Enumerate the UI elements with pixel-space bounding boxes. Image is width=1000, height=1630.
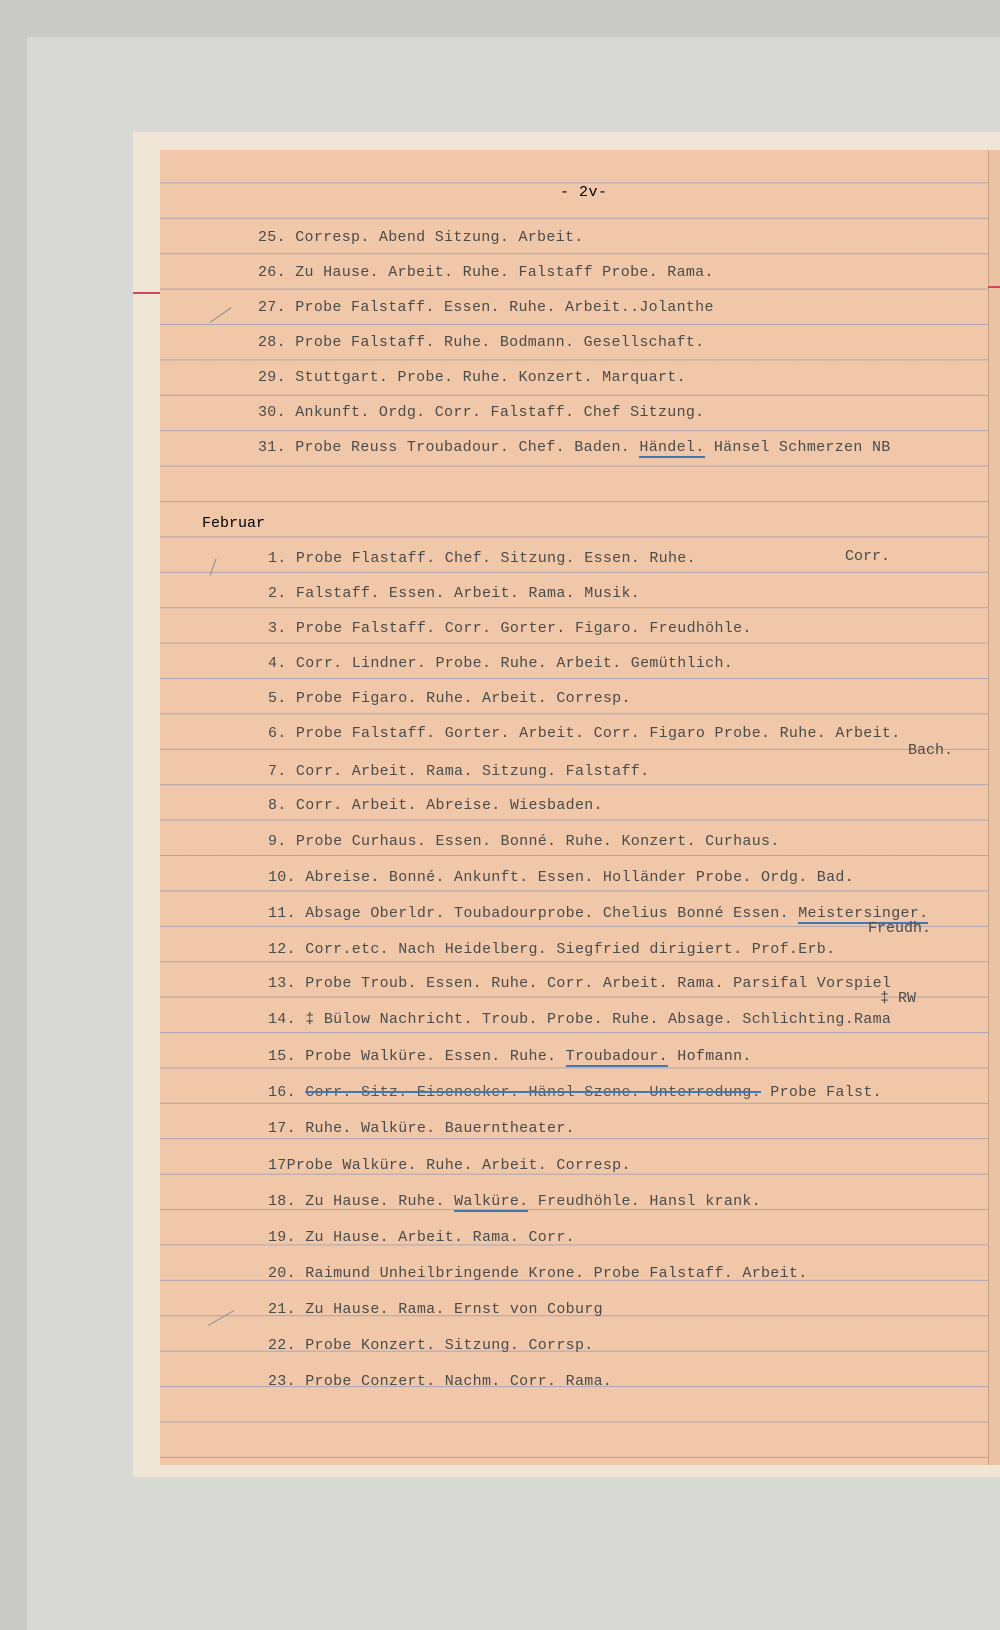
diary-entry: 11. Absage Oberldr. Toubadourprobe. Chelius Bonné Essen. Meistersinger. xyxy=(268,905,929,922)
diary-entry: 2. Falstaff. Essen. Arbeit. Rama. Musik. xyxy=(268,585,641,602)
diary-entry: 19. Zu Hause. Arbeit. Rama. Corr. xyxy=(268,1229,575,1246)
red-margin-mark-right xyxy=(988,286,1000,288)
page-number: - 2v- xyxy=(560,184,608,201)
diary-entry: 17. Ruhe. Walküre. Bauerntheater. xyxy=(268,1120,575,1137)
underlined-word: Troubadour. xyxy=(565,1048,668,1065)
diary-entry: 26. Zu Hause. Arbeit. Ruhe. Falstaff Probe. Rama. xyxy=(258,264,714,281)
diary-entry: 13. Probe Troub. Essen. Ruhe. Corr. Arbeit. Rama. Parsifal Vorspiel xyxy=(268,975,892,992)
diary-entry: 18. Zu Hause. Ruhe. Walküre. Freudhöhle. Hansl krank. xyxy=(268,1193,762,1210)
diary-entry: 22. Probe Konzert. Sitzung. Corrsp. xyxy=(268,1337,594,1354)
diary-entry: 7. Corr. Arbeit. Rama. Sitzung. Falstaff. xyxy=(268,763,650,780)
diary-entry: 14. ‡ Bülow Nachricht. Troub. Probe. Ruhe. Absage. Schlichting.Rama xyxy=(268,1011,892,1028)
diary-entry: 16. Corr. Sitz. Eisenecker. Hänsl Szene. Unterredung. Probe Falst. xyxy=(268,1084,882,1101)
diary-entry: 10. Abreise. Bonné. Ankunft. Essen. Holländer Probe. Ordg. Bad. xyxy=(268,869,855,886)
side-note: Corr. xyxy=(845,548,891,565)
diary-entry: 8. Corr. Arbeit. Abreise. Wiesbaden. xyxy=(268,797,603,814)
diary-entry: 12. Corr.etc. Nach Heidelberg. Siegfried dirigiert. Prof.Erb. xyxy=(268,941,836,958)
underlined-word: Walküre. xyxy=(454,1193,529,1210)
struck-text: Corr. Sitz. Eisenecker. Hänsl Szene. Unterredung. xyxy=(305,1084,761,1101)
diary-entry: 5. Probe Figaro. Ruhe. Arbeit. Corresp. xyxy=(268,690,631,707)
diary-entry: 6. Probe Falstaff. Gorter. Arbeit. Corr. Figaro Probe. Ruhe. Arbeit. xyxy=(268,725,901,742)
underlined-word: Händel. xyxy=(639,439,705,456)
underlined-word: Meistersinger. xyxy=(798,905,929,922)
diary-entry: 15. Probe Walküre. Essen. Ruhe. Troubadour. Hofmann. xyxy=(268,1048,752,1065)
diary-entry: 31. Probe Reuss Troubadour. Chef. Baden. Händel. Hänsel Schmerzen NB xyxy=(258,439,891,456)
diary-entry: 28. Probe Falstaff. Ruhe. Bodmann. Gesellschaft. xyxy=(258,334,705,351)
diary-entry: 1. Probe Flastaff. Chef. Sitzung. Essen. Ruhe. xyxy=(268,550,696,567)
diary-entry: 4. Corr. Lindner. Probe. Ruhe. Arbeit. Gemüthlich. xyxy=(268,655,734,672)
red-margin-mark-left xyxy=(133,292,160,294)
diary-entry: 23. Probe Conzert. Nachm. Corr. Rama. xyxy=(268,1373,613,1390)
diary-entry: 9. Probe Curhaus. Essen. Bonné. Ruhe. Konzert. Curhaus. xyxy=(268,833,780,850)
sub-note: Bach. xyxy=(908,742,954,759)
diary-entry: 3. Probe Falstaff. Corr. Gorter. Figaro. Freudhöhle. xyxy=(268,620,752,637)
sub-note: Freudh. xyxy=(868,920,932,937)
diary-entry: 29. Stuttgart. Probe. Ruhe. Konzert. Marquart. xyxy=(258,369,686,386)
diary-entry: 20. Raimund Unheilbringende Krone. Probe Falstaff. Arbeit. xyxy=(268,1265,808,1282)
diary-entry: 25. Corresp. Abend Sitzung. Arbeit. xyxy=(258,229,584,246)
diary-entry: 17Probe Walküre. Ruhe. Arbeit. Corresp. xyxy=(268,1157,631,1174)
sub-note: ‡ RW xyxy=(880,990,917,1007)
section-heading-month: Februar xyxy=(202,515,266,532)
page-right-edge xyxy=(988,150,1000,1465)
diary-entry: 30. Ankunft. Ordg. Corr. Falstaff. Chef Sitzung. xyxy=(258,404,705,421)
diary-entry: 27. Probe Falstaff. Essen. Ruhe. Arbeit..Jolanthe xyxy=(258,299,714,316)
diary-entry: 21. Zu Hause. Rama. Ernst von Coburg xyxy=(268,1301,603,1318)
